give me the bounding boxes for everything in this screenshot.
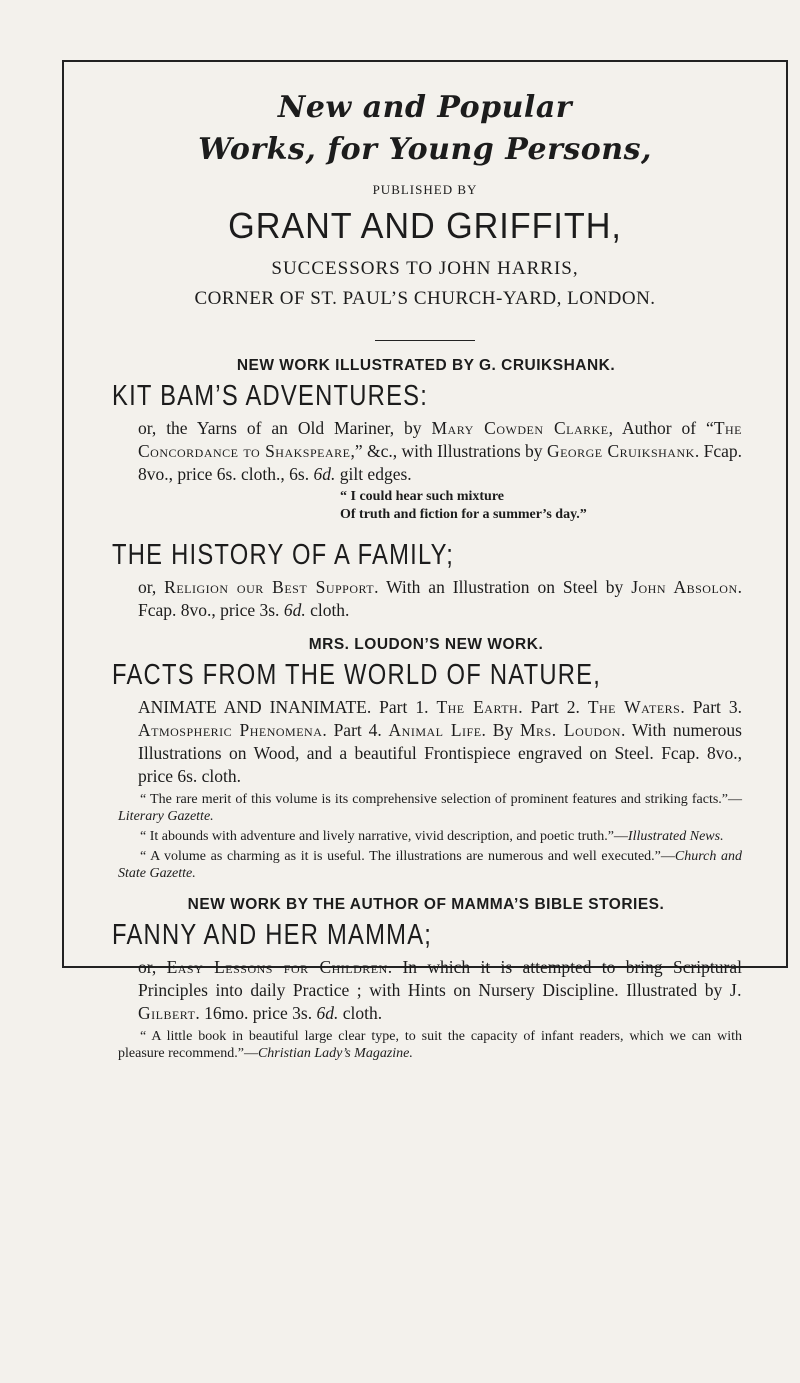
- heading-line-1: New and Popular: [277, 90, 573, 125]
- book-title: FACTS FROM THE WORLD OF NATURE,: [112, 659, 602, 691]
- entry-kicker: MRS. LOUDON’S NEW WORK.: [308, 636, 544, 653]
- book-title: FANNY AND HER MAMMA;: [112, 919, 433, 951]
- successors-line: SUCCESSORS TO JOHN HARRIS,: [271, 258, 579, 279]
- divider: [375, 340, 475, 341]
- book-title: KIT BAM’S ADVENTURES:: [112, 380, 429, 412]
- book-description: or, Religion our Best Support. With an Illustration on Steel by John Absolon. Fcap. 8vo., price 3s. 6d. cloth.: [138, 577, 742, 620]
- entry-kicker: NEW WORK ILLUSTRATED BY G. CRUIKSHANK.: [236, 357, 616, 374]
- review-quote: “ The rare merit of this volume is its comprehensive selection of prominent features and striking facts.”—Literary Gazette.: [118, 792, 742, 824]
- advertisement-page: [64, 90, 786, 1062]
- published-by: PUBLISHED BY: [372, 182, 478, 197]
- book-description: ANIMATE AND INANIMATE. Part 1. The Earth. Part 2. The Waters. Part 3. Atmospheric Phenomena. Part 4. Animal Life. By Mrs. Loudon. With numerous Illustrations on Wood, and a beautiful Frontispiece engraved on Steel. Fcap. 8vo., price 6s. cloth.: [138, 697, 742, 786]
- review-quote: “ A volume as charming as it is useful. The illustrations are numerous and well executed.”—Church and State Gazette.: [118, 849, 742, 881]
- book-title: THE HISTORY OF A FAMILY;: [112, 539, 455, 571]
- book-entry-history-family: [64, 538, 786, 622]
- publisher-name: GRANT AND GRIFFITH,: [228, 205, 622, 246]
- epigraph: “ I could hear such mixture Of truth and fiction for a summer’s day.”: [340, 489, 587, 522]
- heading-line-2: Works, for Young Persons,: [198, 132, 652, 167]
- review-quote: “ A little book in beautiful large clear type, to suit the capacity of infant readers, which we can with pleasure recommend.”—Christian Lady’s Magazine.: [118, 1029, 742, 1061]
- review-quote: “ It abounds with adventure and lively narrative, vivid description, and poetic truth.”—Illustrated News.: [140, 829, 724, 844]
- entry-kicker: NEW WORK BY THE AUTHOR OF MAMMA’S BIBLE STORIES.: [187, 896, 665, 913]
- publisher-address: CORNER OF ST. PAUL’S CHURCH-YARD, LONDON.: [194, 288, 656, 309]
- book-entry-fanny-mamma: [64, 896, 786, 1062]
- book-description: or, Easy Lessons for Children. In which it is attempted to bring Scriptural Principles into daily Practice ; with Hints on Nursery Discipline. Illustrated by J. Gilbert. 16mo. price 3s. 6d. cloth.: [138, 957, 742, 1023]
- book-entry-facts-nature: [64, 636, 786, 882]
- book-entry-kit-bam: [64, 357, 786, 524]
- book-description: or, the Yarns of an Old Mariner, by Mary Cowden Clarke, Author of “The Concordance to Shakspeare,” &c., with Illustrations by George Cruikshank. Fcap. 8vo., price 6s. cloth., 6s. 6d. gilt edges.: [138, 418, 743, 484]
